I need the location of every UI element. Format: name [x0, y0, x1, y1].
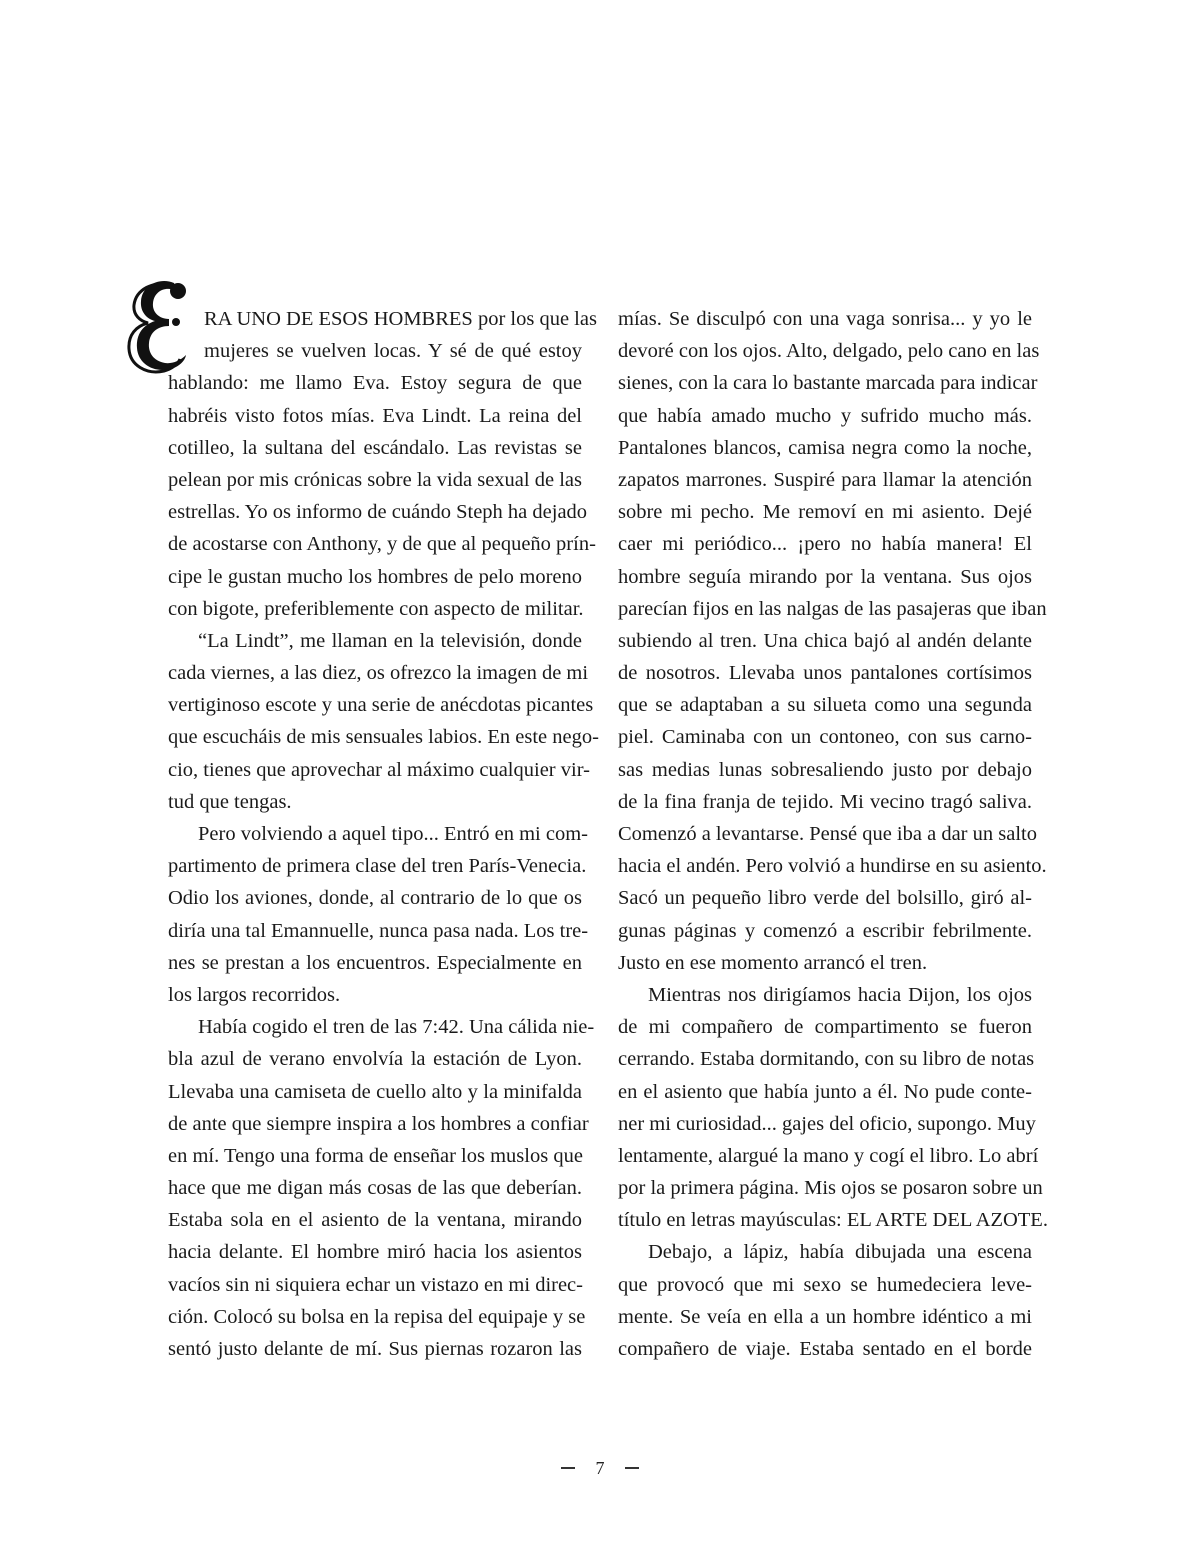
text-line: devoré con los ojos. Alto, delgado, pelo cano en las: [618, 340, 1040, 363]
text-line: ner mi curiosidad... gajes del oficio, supongo. Muy: [618, 1112, 1036, 1135]
text-line: ción. Colocó su bolsa en la repisa del equipaje y se: [168, 1305, 586, 1328]
text-line: vertiginoso escote y una serie de anécdotas picantes: [168, 694, 594, 717]
text-line: sas medias lunas sobresaliendo justo por debajo: [618, 758, 1032, 781]
text-line: Mientras nos dirigíamos hacia Dijon, los ojos: [648, 983, 1032, 1006]
text-line: cipe le gustan mucho los hombres de pelo moreno: [168, 565, 582, 588]
text-line: habréis visto fotos mías. Eva Lindt. La reina del: [168, 404, 582, 427]
text-line: parecían fijos en las nalgas de las pasajeras que iban: [618, 597, 1047, 620]
text-line: hombre seguía mirando por la ventana. Sus ojos: [618, 565, 1032, 588]
text-line: Sacó un pequeño libro verde del bolsillo, giró al-: [618, 887, 1032, 910]
text-line: cio, tienes que aprovechar al máximo cualquier vir-: [168, 758, 590, 781]
text-line: en mí. Tengo una forma de enseñar los muslos que: [168, 1144, 583, 1167]
text-line: cotilleo, la sultana del escándalo. Las revistas se: [168, 436, 582, 459]
text-line: de mi compañero de compartimento se fueron: [618, 1016, 1032, 1039]
text-line: lentamente, alargué la mano y cogí el libro. Lo abrí: [618, 1144, 1039, 1167]
text-line: de la fina franja de tejido. Mi vecino tragó saliva.: [618, 790, 1032, 813]
text-line: Debajo, a lápiz, había dibujada una escena: [648, 1241, 1032, 1264]
text-line: piel. Caminaba con un contoneo, con sus carno-: [618, 726, 1032, 749]
text-line: los largos recorridos.: [168, 983, 341, 1006]
text-line: sienes, con la cara lo bastante marcada para indicar: [618, 372, 1038, 395]
text-line: de acostarse con Anthony, y de que al pequeño prín-: [168, 533, 596, 556]
text-line: diría una tal Emannuelle, nunca pasa nada. Los tre-: [168, 919, 589, 942]
text-line: estrellas. Yo os informo de cuándo Steph ha dejado: [168, 501, 588, 524]
text-line: hace que me digan más cosas de las que deberían.: [168, 1177, 582, 1200]
text-line: Había cogido el tren de las 7:42. Una cálida nie-: [198, 1016, 595, 1039]
text-line: Pero volviendo a aquel tipo... Entró en mi com-: [198, 823, 588, 845]
text-line: título en letras mayúsculas: EL ARTE DEL AZOTE.: [618, 1209, 1048, 1232]
text-line: Pantalones blancos, camisa negra como la noche,: [618, 436, 1032, 459]
text-line: hacia el andén. Pero volvió a hundirse en su asiento.: [618, 855, 1047, 878]
text-line: de nosotros. Llevaba unos pantalones cortísimos: [618, 662, 1032, 685]
text-line: bla azul de verano envolvía la estación de Lyon.: [168, 1048, 582, 1071]
text-line: tud que tengas.: [168, 790, 292, 813]
text-line: Llevaba una camiseta de cuello alto y la minifalda: [168, 1080, 582, 1103]
page-number: 7: [595, 1458, 605, 1478]
text-line: RA UNO DE ESOS HOMBRES por los que las: [204, 308, 597, 330]
text-line: Odio los aviones, donde, al contrario de lo que os: [168, 887, 582, 910]
text-line: hablando: me llamo Eva. Estoy segura de que: [168, 372, 582, 395]
right-column: [618, 303, 1048, 1365]
text-line: partimento de primera clase del tren París-Venecia.: [168, 855, 587, 878]
text-line: subiendo al tren. Una chica bajó al andén delante: [618, 629, 1032, 652]
text-line: vacíos sin ni siquiera echar un vistazo en mi direc-: [168, 1273, 583, 1296]
text-line: gunas páginas y comenzó a escribir febrilmente.: [618, 919, 1032, 942]
ornament-right-icon: [625, 1467, 639, 1469]
text-line: sentó justo delante de mí. Sus piernas rozaron las: [168, 1338, 582, 1360]
text-line: caer mi periódico... ¡pero no había manera! El: [618, 533, 1032, 556]
text-line: Justo en ese momento arrancó el tren.: [618, 951, 928, 974]
text-line: que provocó que mi sexo se humedeciera leve-: [618, 1273, 1032, 1296]
text-line: Estaba sola en el asiento de la ventana, mirando: [168, 1209, 582, 1232]
text-line: “La Lindt”, me llaman en la televisión, donde: [198, 629, 582, 652]
text-line: sobre mi pecho. Me removí en mi asiento. Dejé: [618, 501, 1032, 524]
text-line: hacia delante. El hombre miró hacia los asientos: [168, 1241, 582, 1264]
text-line: nes se prestan a los encuentros. Especialmente en: [168, 951, 582, 974]
text-line: mujeres se vuelven locas. Y sé de qué estoy: [204, 340, 582, 363]
text-line: Comenzó a levantarse. Pensé que iba a dar un salto: [618, 823, 1037, 845]
text-line: cada viernes, a las diez, os ofrezco la imagen de mi: [168, 662, 589, 685]
text-line: cerrando. Estaba dormitando, con su libro de notas: [618, 1048, 1035, 1071]
text-line: que había amado mucho y sufrido mucho más.: [618, 404, 1032, 427]
text-line: por la primera página. Mis ojos se posaron sobre un: [618, 1177, 1043, 1200]
text-line: pelean por mis crónicas sobre la vida sexual de las: [168, 468, 582, 491]
text-line: que se adaptaban a su silueta como una segunda: [618, 694, 1032, 717]
text-line: en el asiento que había junto a él. No pude conte-: [618, 1080, 1032, 1103]
ornament-left-icon: [561, 1467, 575, 1469]
left-column: [168, 303, 599, 1365]
text-line: de ante que siempre inspira a los hombres a confiar: [168, 1112, 589, 1135]
text-line: con bigote, preferiblemente con aspecto de militar.: [168, 597, 584, 620]
page-footer: [0, 1458, 1200, 1479]
text-line: compañero de viaje. Estaba sentado en el borde: [618, 1338, 1032, 1360]
text-line: zapatos marrones. Suspiré para llamar la atención: [618, 468, 1032, 491]
text-line: mías. Se disculpó con una vaga sonrisa... y yo le: [618, 308, 1032, 330]
text-line: que escucháis de mis sensuales labios. En este nego-: [168, 726, 599, 749]
text-line: mente. Se veía en ella a un hombre idéntico a mi: [618, 1305, 1032, 1328]
